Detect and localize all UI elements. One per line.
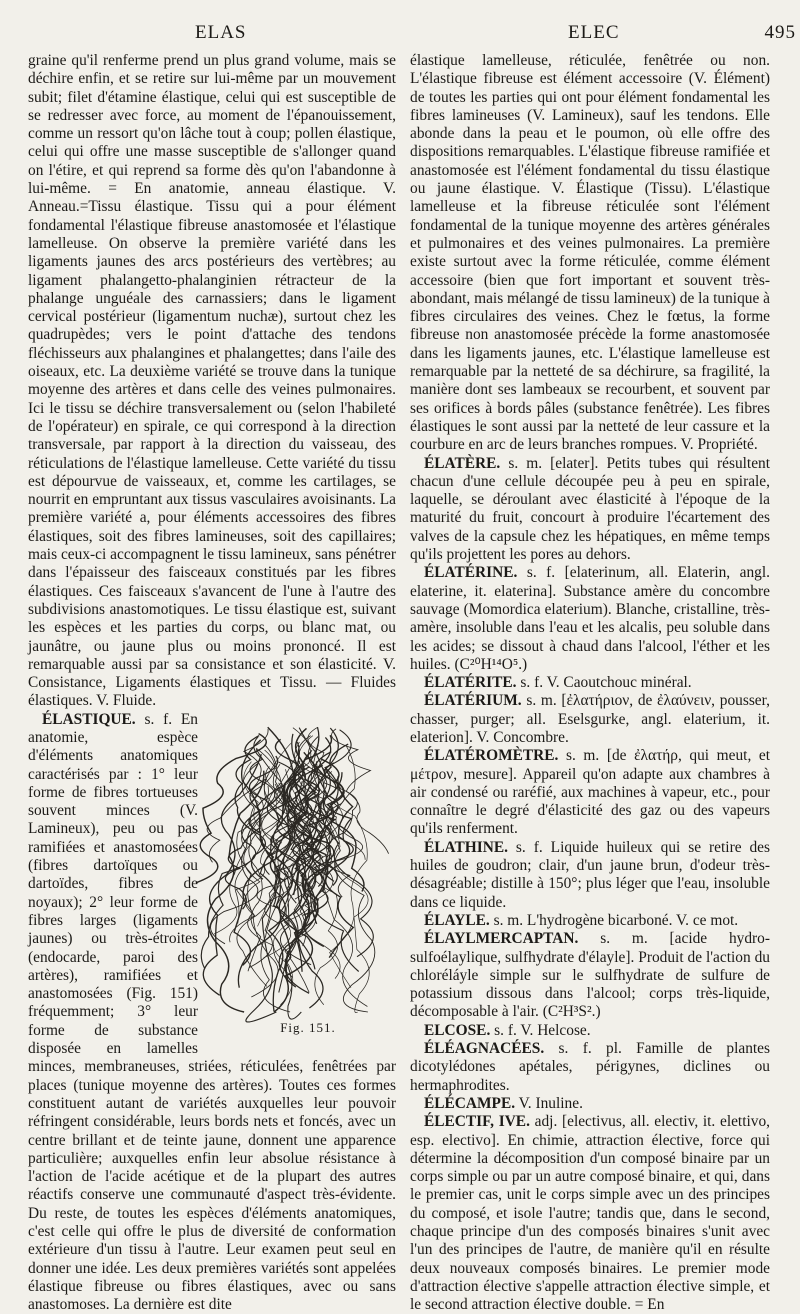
entry-headword: ELCOSE. bbox=[424, 1021, 491, 1039]
dictionary-entry bbox=[410, 692, 770, 747]
dictionary-entry bbox=[410, 1113, 770, 1314]
entry-body: s. m. [elater]. Petits tubes qui résultent chacun d'une cellule découpée peu à peu en spirale, laquelle, se déroulant avec élasticité à l'époque de la maturité du fruit, concourt à produire l'écartement des valves de la capsule chez les hépatiques, en même temps qu'ils projettent les pores au dehors. bbox=[410, 454, 770, 564]
entry-headword: ÉLASTIQUE. bbox=[42, 710, 136, 728]
entry-headword: ÉLAYLMERCAPTAN. bbox=[424, 930, 579, 948]
right-column bbox=[410, 52, 770, 1314]
dictionary-entry bbox=[410, 912, 770, 930]
entry-headword: ÉLATÉRIUM. bbox=[424, 692, 522, 710]
figure-caption: Fig. 151. bbox=[280, 1019, 336, 1035]
entry-body: s. m. [acide hydro-sulfoélaylique, sulfhydrate d'élayle]. Produit de l'action du chloréláyle simple sur le sulfhydrate de sulfure de potassium dissous dans l'alcool; corps très-liquide, décomposable à l'air. (C²H³S².) bbox=[410, 930, 770, 1021]
entry-elastique bbox=[28, 711, 396, 1314]
entry-headword: ÉLATHINE. bbox=[424, 838, 508, 856]
dictionary-entry bbox=[410, 839, 770, 912]
dictionary-entry bbox=[410, 1040, 770, 1095]
entry-body: s. m. [de ἐλατήρ, qui meut, et μέτρον, mesure]. Appareil qu'on adapte aux chambres à air condensé ou raréfié, aux machines à vapeur, etc., pour connaître le degré d'élasticité des gaz ou des vapeurs qu'ils renferment. bbox=[410, 747, 770, 838]
dictionary-entry bbox=[410, 1095, 770, 1113]
dictionary-entry bbox=[410, 747, 770, 838]
entry-headword: ÉLATÉRITE. bbox=[424, 674, 517, 692]
entry-headword: ÉLÉAGNACÉES. bbox=[424, 1040, 545, 1058]
entry-body: adj. [electivus, all. electiv, it. elettivo, esp. electivo]. En chimie, attraction élective, force qui détermine la décomposition d'un composé binaire par un corps simple ou par un autre composé binaire, et qui, dans le premier cas, unit le corps simple avec un des principes du composé, et isole l'autre; tandis que, dans le second, chaque principe d'un des composés binaires s'unit avec l'un des principes de l'autre, de manière qu'il en résulte deux nouveaux composés binaires. Le premier mode d'attraction élective s'appelle attraction élective simple, et le second attraction élective double. = En bbox=[410, 1113, 770, 1314]
entry-body: s. f. V. Helcose. bbox=[490, 1021, 591, 1039]
entry-body: s. f. V. Caoutchouc minéral. bbox=[516, 674, 692, 692]
elastique-continuation-paragraph: élastique lamelleuse, réticulée, fenêtrée ou non. L'élastique fibreuse est élément accessoire (V. Élément) de toutes les parties qui ont pour élément fondamental les fibres lamineuses (V. Lamineux), sauf les tendons. Elle abonde dans la peau et le poumon, où elle offre des dispositions remarquables. L'élastique fibreuse ramifiée et anastomosée est l'élément fondamental du tissu élastique ou jaune élastique. V. Élastique (Tissu). L'élastique lamelleuse et la fibreuse réticulée sont l'élément fondamental de la tunique moyenne des artères générales et pulmonaires et des veines pulmonaires. La première existe surtout avec la forme réticulée, comme élément accessoire (bien que fort important et souvent très-abondant, mais mélangé de tissu lamineux) de la tunique à fibres circulaires des veines. Chez le fœtus, la forme fibreuse non anastomosée précède la forme anastomosée dans les ligaments jaunes, etc. L'élastique lamelleuse est remarquable par la netteté de sa déchirure, sa fragilité, la manière dont ses lambeaux se recourbent, et souvent par ses orifices à bords pâles (substance fenêtrée). Les fibres élastiques le sont aussi par la netteté de leur cassure et la courbure en arc de leurs branches rompues. V. Propriété. bbox=[410, 52, 770, 454]
figure-151 bbox=[206, 717, 396, 1047]
entry-headword: ÉLATÉROMÈTRE. bbox=[424, 747, 559, 765]
left-column bbox=[28, 52, 396, 1314]
running-head-right: ELEC bbox=[568, 22, 620, 43]
entry-list bbox=[410, 455, 770, 1314]
tissu-elastique-paragraph: graine qu'il renferme prend un plus grand volume, mais se déchire enfin, et se retire sur lui-même par un mouvement subit; filet d'étamine élastique, celui qui est susceptible de se redresser avec force, au moment de l'épanouissement, comme un ressort qu'on lâche tout à coup; pollen élastique, celui qui offre une masse susceptible de s'allonger quand on l'étire, et qui reprend sa forme dès qu'on l'abandonne à lui-même. = En anatomie, anneau élastique. V. Anneau.=Tissu élastique. Tissu qui a pour élément fondamental l'élastique fibreuse anastomosée et l'élastique lamelleuse. On observe la première variété dans les ligaments jaunes des arcs postérieurs des vertèbres; au ligament phalangetto-phalanginien rétracteur de la phalange unguéale des carnassiers; dans le ligament cervical postérieur (ligamentum nuchæ), surtout chez les quadrupèdes; vers le point d'attache des tendons fléchisseurs aux phalangines et phalangettes; dans l'aile des oiseaux, etc. La deuxième variété se trouve dans la tunique moyenne des artères et dans celle des veines pulmonaires. Ici le tissu se déchire transversalement ou (selon l'habileté de l'opérateur) en spirale, ce qui correspond à la direction transversale, par rapport à la direction du vaisseau, des réticulations de l'élastique lamelleuse. Cette variété du tissu est dépourvue de vaisseaux, et, comme les cartilages, se nourrit en empruntant aux tissus vasculaires avoisinants. La première variété a, pour éléments accessoires des fibres élastiques, soit des fibres lamineuses, soit des capillaires; mais ceux-ci accompagnent le tissu lamineux, sans pénétrer dans l'épaisseur des faisceaux constitués par les fibres élastiques. Ces faisceaux s'avancent de l'une à l'autre des subdivisions anastomotiques. Le tissu élastique est, suivant les espèces et les parties du corps, ou blanc mat, ou jaunâtre, ou jaune plus ou moins prononcé. Il est remarquable aussi par sa consistance et son élasticité. V. Consistance, Ligaments élastiques et Tissu. — Fluides élastiques. V. Fluide. bbox=[28, 52, 396, 710]
page-number: 495 bbox=[764, 22, 796, 43]
entry-body: s. f. En anatomie, espèce d'éléments anatomiques caractérisés par : 1° leur forme de fibres tortueuses souvent minces (V. Lamineux), peu ou pas ramifiées et anastomosées (fibres dartoïques ou dartoïdes, fibres de noyaux); 2° leur forme de fibres larges (ligaments jaunes) ou très-étroites (endocarde, paroi des artères), ramifiées et anastomosées (Fig. 151) fréquemment; 3° leur forme de substance disposée en lamelles minces, membraneuses, striées, réticulées, fenêtrées par places (tunique moyenne des artères). Toutes ces formes constituent autant de variétés auxquelles leur pouvoir réfringent considérable, leurs bords nets et foncés, avec un centre brillant et de teinte jaune, donnent une apparence particulière; auxquelles enfin leur absolue résistance à l'action de l'acide acétique et de la plupart des autres réactifs conserve une communauté d'aspect très-évidente. Du reste, de toutes les espèces d'éléments anatomiques, c'est celle qui offre le plus de diversité de conformation extérieure d'un tissu à l'autre. Leur examen peut seul en donner une idée. Les deux premières variétés sont appelées élastique fibreuse ou fibres élastiques, avec ou sans anastomoses. La dernière est dite bbox=[28, 710, 396, 1314]
entry-body: s. f. [elaterinum, all. Elaterin, angl. elaterine, it. elaterina]. Substance amère du concombre sauvage (Momordica elaterium). Blanche, cristalline, très-amère, insoluble dans l'eau et les alcalis, peu soluble dans les acides; se dissout à chaud dans l'alcool, l'éther et les huiles. (C²⁰H¹⁴O⁵.) bbox=[410, 564, 770, 673]
entry-body: V. Inuline. bbox=[515, 1094, 583, 1112]
entry-headword: ÉLÉCAMPE. bbox=[424, 1094, 516, 1112]
dictionary-entry bbox=[410, 564, 770, 674]
entry-body: s. m. L'hydrogène bicarboné. V. ce mot. bbox=[489, 911, 739, 929]
entry-headword: ÉLECTIF, IVE. bbox=[424, 1113, 530, 1131]
dictionary-entry bbox=[410, 930, 770, 1021]
dictionary-entry bbox=[410, 455, 770, 565]
dictionary-entry bbox=[410, 1022, 770, 1040]
entry-headword: ÉLATÉRINE. bbox=[424, 564, 518, 582]
running-head bbox=[0, 22, 800, 52]
entry-body: s. f. Liquide huileux qui se retire des huiles de goudron; clair, d'un jaune brun, d'odeur très-désagréable; distille à 150°; plus léger que l'eau, insoluble dans ce liquide. bbox=[410, 838, 770, 911]
elastic-fibre bbox=[237, 750, 278, 997]
entry-headword: ÉLAYLE. bbox=[424, 911, 490, 929]
entry-body: s. f. pl. Famille de plantes dicotylédones apétales, périgynes, diclines ou hermaphrodites. bbox=[410, 1040, 770, 1094]
entry-headword: ÉLATÈRE. bbox=[424, 454, 501, 472]
entry-body: s. m. [ἐλατήριον, de ἐλαύνειν, pousser, chasser, purger; all. Eselsgurke, angl. elaterium, it. elaterion]. V. Concombre. bbox=[410, 692, 770, 746]
elastic-fibres-illustration bbox=[211, 717, 391, 1017]
dictionary-entry bbox=[410, 674, 770, 692]
running-head-left: ELAS bbox=[195, 22, 247, 43]
